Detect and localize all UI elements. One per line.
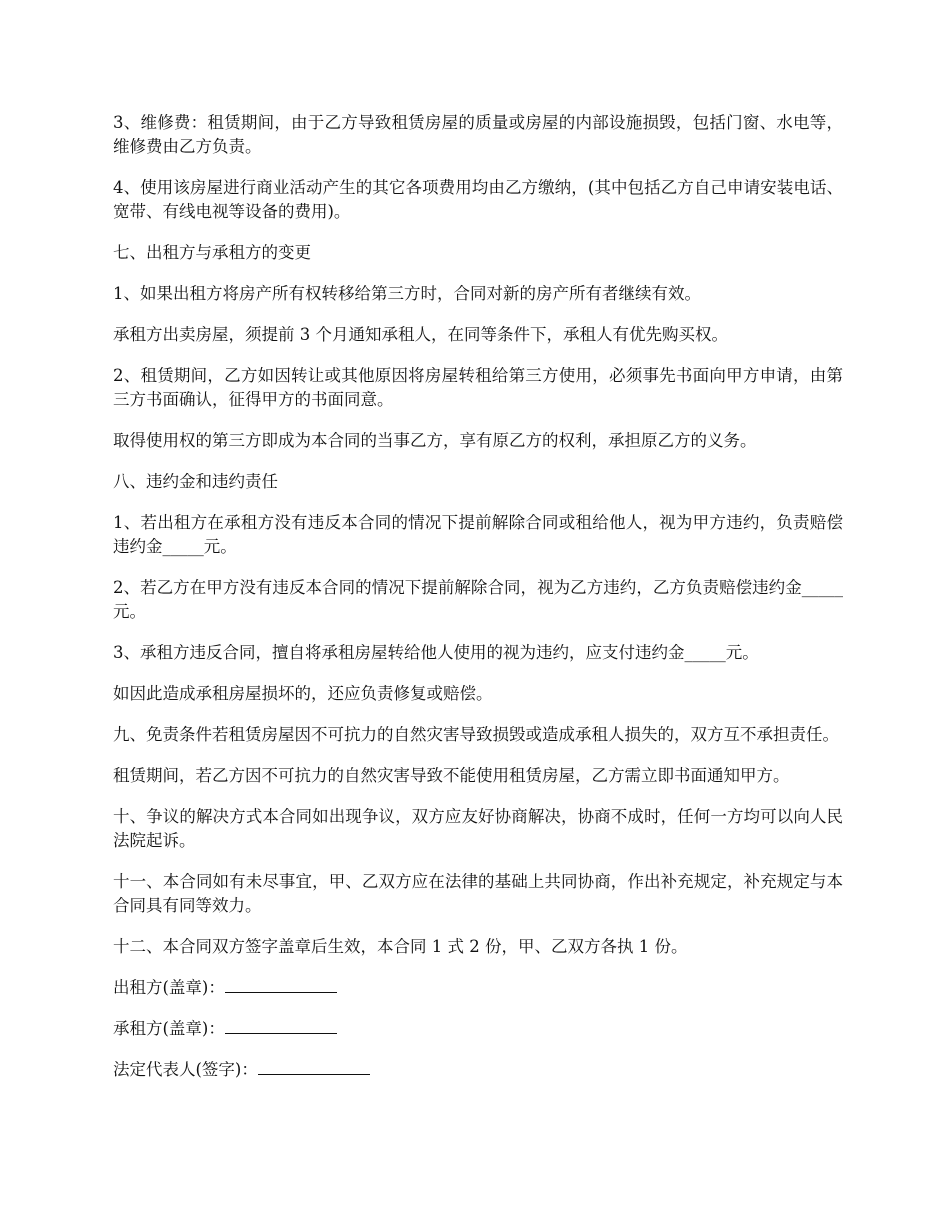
clause-supplementary: 十一、本合同如有未尽事宜，甲、乙双方应在法律的基础上共同协商，作出补充规定，补充规定与本合同具有同等效力。 <box>113 872 843 915</box>
signature-lessee-line <box>225 1018 337 1034</box>
clause-dispute-resolution: 十、争议的解决方式本合同如出现争议，双方应友好协商解决，协商不成时，任何一方均可以向人民法院起诉。 <box>113 807 843 850</box>
clause-sale-notice: 承租方出卖房屋，须提前 3 个月通知承租人，在同等条件下，承租人有优先购买权。 <box>113 325 728 344</box>
clause-force-majeure: 九、免责条件若租赁房屋因不可抗力的自然灾害导致损毁或造成承租人损失的，双方互不承担责任。 <box>113 725 839 744</box>
clause-sublease: 2、租赁期间，乙方如因转让或其他原因将房屋转租给第三方使用，必须事先书面向甲方申请，由第三方书面确认，征得甲方的书面同意。 <box>113 366 843 409</box>
document-body <box>113 111 843 1099</box>
clause-effectiveness: 十二、本合同双方签字盖章后生效，本合同 1 式 2 份，甲、乙双方各执 1 份。 <box>113 937 688 956</box>
signature-legal-rep-label: 法定代表人(签字)： <box>113 1060 258 1079</box>
signature-lessor <box>113 976 843 1000</box>
clause-force-majeure-notice: 租赁期间，若乙方因不可抗力的自然灾害导致不能使用租赁房屋，乙方需立即书面通知甲方。 <box>113 766 790 785</box>
clause-repair-fee: 3、维修费：租赁期间，由于乙方导致租赁房屋的质量或房屋的内部设施损毁，包括门窗、水电等，维修费由乙方负责。 <box>113 113 843 156</box>
clause-unauthorized-transfer: 3、承租方违反合同，擅自将承租房屋转给他人使用的视为违约，应支付违约金_____元。 <box>113 643 759 662</box>
section-heading-changes: 七、出租方与承租方的变更 <box>113 243 311 262</box>
signature-lessor-line <box>225 977 337 993</box>
section-heading-penalties: 八、违约金和违约责任 <box>113 472 278 491</box>
clause-ownership-transfer: 1、如果出租方将房产所有权转移给第三方时，合同对新的房产所有者继续有效。 <box>113 284 701 303</box>
clause-damage-repair: 如因此造成承租房屋损坏的，还应负责修复或赔偿。 <box>113 684 493 703</box>
clause-other-fees: 4、使用该房屋进行商业活动产生的其它各项费用均由乙方缴纳，(其中包括乙方自己申请安装电话、宽带、有线电视等设备的费用)。 <box>113 178 843 221</box>
signature-lessee-label: 承租方(盖章)： <box>113 1019 225 1038</box>
signature-legal-rep <box>113 1058 843 1082</box>
clause-lessee-breach: 2、若乙方在甲方没有违反本合同的情况下提前解除合同，视为乙方违约，乙方负责赔偿违约金_____元。 <box>113 578 843 621</box>
clause-third-party-rights: 取得使用权的第三方即成为本合同的当事乙方，享有原乙方的权利，承担原乙方的义务。 <box>113 431 757 450</box>
signature-lessor-label: 出租方(盖章)： <box>113 978 225 997</box>
clause-lessor-breach: 1、若出租方在承租方没有违反本合同的情况下提前解除合同或租给他人，视为甲方违约，负责赔偿违约金_____元。 <box>113 513 843 556</box>
signature-lessee <box>113 1017 843 1041</box>
signature-legal-rep-line <box>258 1059 370 1075</box>
